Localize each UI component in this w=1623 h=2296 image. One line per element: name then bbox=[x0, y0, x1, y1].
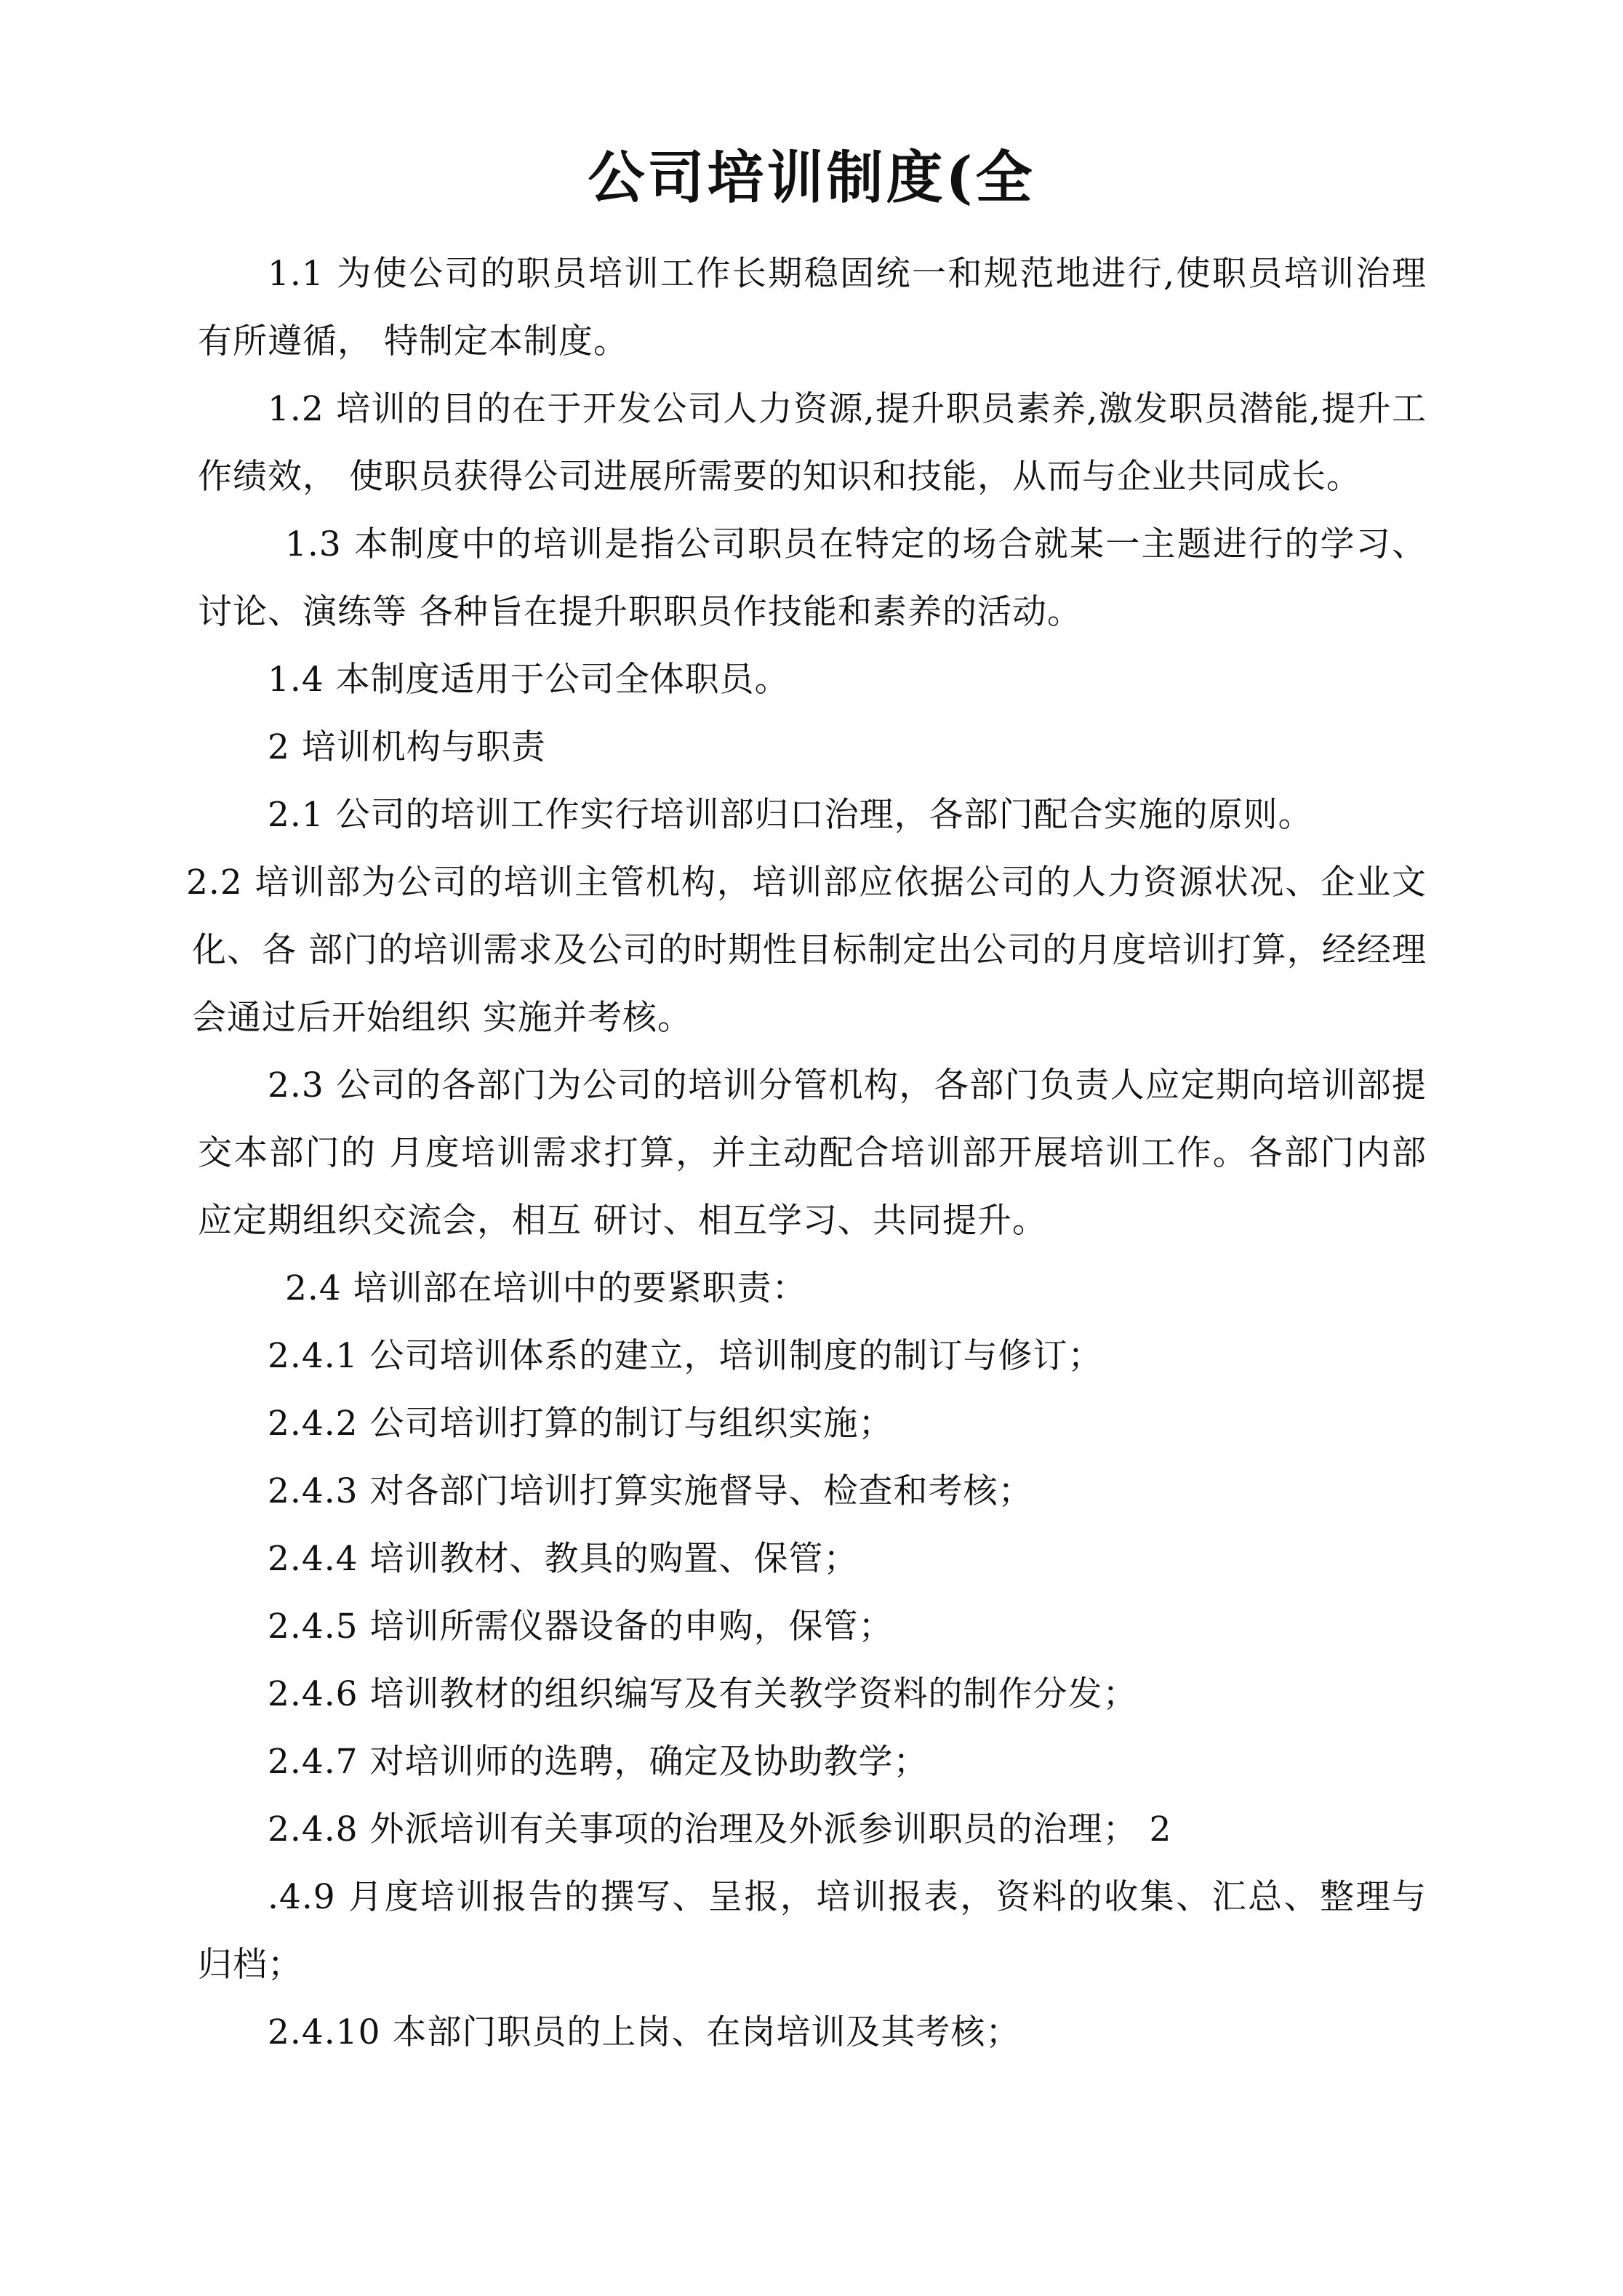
paragraph-2-4-10: 2.4.10 本部门职员的上岗、在岗培训及其考核； bbox=[268, 2012, 1021, 2052]
paragraph-2-4-1: 2.4.1 公司培训体系的建立，培训制度的制订与修订； bbox=[268, 1336, 1103, 1376]
paragraph-1-2: 1.2 培训的目的在于开发公司人力资源,提升职员素养,激发职员潜能,提升工作绩效， 使职员获得公司进展所需要的知识和技能，从而与企业共同成长。 bbox=[198, 389, 1427, 497]
paragraph-1-1: 1.1 为使公司的职员培训工作长期稳固统一和规范地进行,使职员培训治理有所遵循， 特制定本制度。 bbox=[198, 254, 1427, 361]
paragraph-2-4-7: 2.4.7 对培训师的选聘，确定及协助教学； bbox=[268, 1742, 929, 1782]
paragraph-2-4-2: 2.4.2 公司培训打算的制订与组织实施； bbox=[268, 1404, 894, 1444]
paragraph-2-3: 2.3 公司的各部门为公司的培训分管机构，各部门负责人应定期向培训部提交本部门的 月度培训需求打算，并主动配合培训部开展培训工作。各部门内部应定期组织交流会，相互 研讨、相互学习、共同提升。 bbox=[198, 1065, 1427, 1241]
document-body bbox=[186, 240, 1427, 2066]
paragraph-2-4-5: 2.4.5 培训所需仪器设备的申购，保管； bbox=[268, 1607, 894, 1647]
paragraph-2-4-4: 2.4.4 培训教材、教具的购置、保管； bbox=[268, 1539, 859, 1579]
paragraph-2-1: 2.1 公司的培训工作实行培训部归口治理，各部门配合实施的原则。 bbox=[268, 795, 1313, 835]
paragraph-2-4-6: 2.4.6 培训教材的组织编写及有关教学资料的制作分发； bbox=[268, 1674, 1138, 1714]
paragraph-1-4: 1.4 本制度适用于公司全体职员。 bbox=[268, 660, 790, 700]
paragraph-2-4-8: 2.4.8 外派培训有关事项的治理及外派参训职员的治理； 2 bbox=[268, 1809, 1172, 1849]
paragraph-2-4-9: .4.9 月度培训报告的撰写、呈报，培训报表，资料的收集、汇总、整理与归档； bbox=[198, 1877, 1427, 1985]
paragraph-2-4: 2.4 培训部在培训中的要紧职责： bbox=[285, 1268, 807, 1308]
section-heading-2: 2 培训机构与职责 bbox=[268, 727, 546, 767]
document-title: 公司培训制度(全 bbox=[588, 145, 1035, 211]
paragraph-2-2: 2.2 培训部为公司的培训主管机构，培训部应依据公司的人力资源状况、企业文化、各 部门的培训需求及公司的时期性目标制定出公司的月度培训打算，经经理会通过后开始组织 实施并考核。 bbox=[186, 863, 1427, 1038]
paragraph-1-3: 1.3 本制度中的培训是指公司职员在特定的场合就某一主题进行的学习、讨论、演练等 各种旨在提升职职员作技能和素养的活动。 bbox=[198, 524, 1427, 632]
paragraph-2-4-3: 2.4.3 对各部门培训打算实施督导、检查和考核； bbox=[268, 1471, 1033, 1511]
